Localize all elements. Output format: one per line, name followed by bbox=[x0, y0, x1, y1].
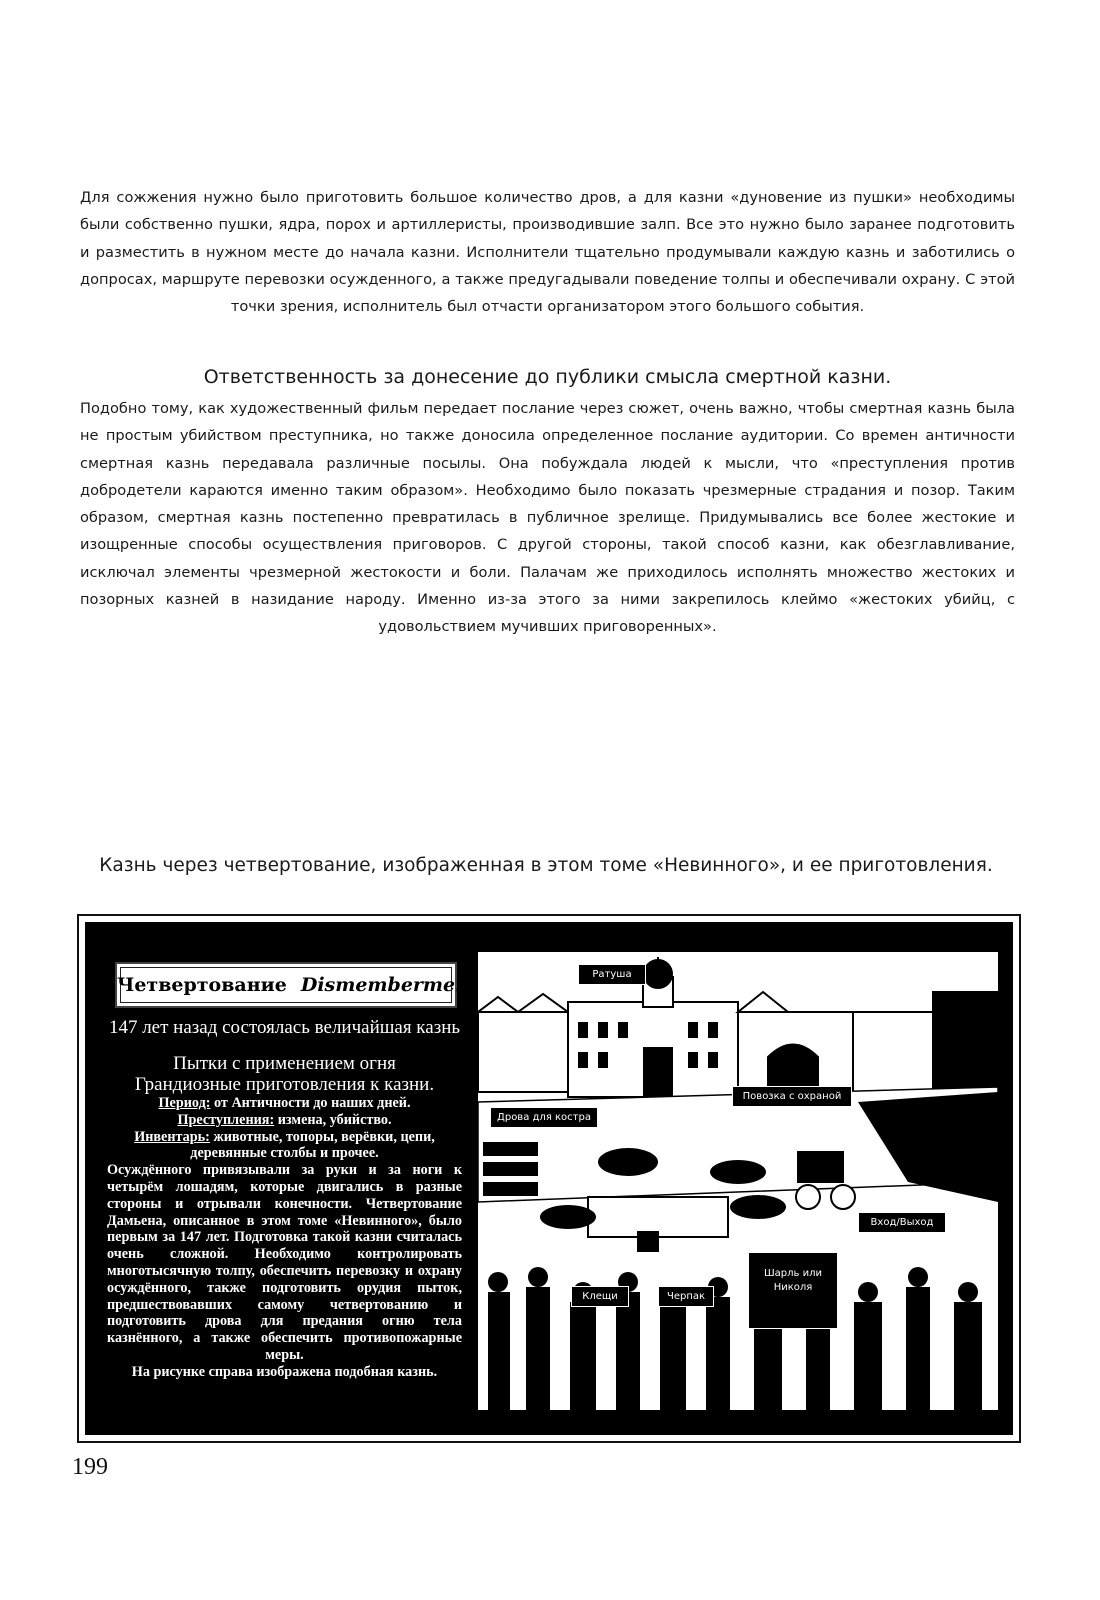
firewood-stacks bbox=[483, 1142, 538, 1196]
crimes-value: измена, убийство. bbox=[274, 1111, 392, 1128]
label-ladle: Черпак bbox=[658, 1286, 714, 1307]
panel-lead: 147 лет назад состоялась величайшая казнь bbox=[108, 1017, 461, 1038]
label-entrance: Вход/Выход bbox=[858, 1212, 946, 1233]
illustration-frame bbox=[77, 914, 1021, 1443]
period-value: от Античности до наших дней. bbox=[210, 1095, 411, 1111]
paragraph-responsibility: Подобно тому, как художественный фильм передает послание через сюжет, очень важно, чтобы смертная казнь была не простым убийством преступника, но также доносила определенное послание аудитории. Со времен античности смертная казнь передавала различные посылы. Она побуждала людей к мысли, что «преступления против добродетели караются именно таким образом». Необходимо было показать чрезмерные страдания и позор. Таким образом, смертная казнь постепенно превратилась в публичное зрелище. Придумывались все более жестокие и изощренные способы осуществления приговоров. С другой стороны, такой способ казни, как обезглавливание, исключал элементы чрезмерной жестокости и боли. Палачам же приходилось исполнять множество жестоких и позорных казней в назидание народу. Именно из-за этого за ними закрепилось клеймо «жестоких убийц, с удовольствием мучивших приговоренных». bbox=[80, 400, 1015, 636]
panel-description: Осуждённого привязывали за руки и за ноги к четырём лошадям, которые двигались в разные стороны и отрывали конечности. Четвертование Дамьена, описанное в этом томе «Невинного», было первым за 147 лет. Подготовка такой казни считалась очень сложной. Необходимо контролировать многотысячную толпу, обеспечить перевозку и охрану осуждённого, также подготовить орудия пыток, предшествовавших самому четвертованию и подготовить дрова для предания огню тела казнённого, а также обеспечить противопожарные меры. bbox=[107, 1162, 462, 1363]
paragraph-preparations: Для сожжения нужно было приготовить большое количество дров, а для казни «дуновение из пушки» необходимы были собственно пушки, ядра, порох и артиллеристы, производившие залп. Все это нужно было заранее подготовить и разместить в нужном месте до начала казни. Исполнители тщательно продумывали каждую казнь и заботились о допросах, маршруте перевозки осужденного, а также предугадывали поведение толпы и обеспечивали охрану. С этой точки зрения, исполнитель был отчасти организатором этого большого события. bbox=[80, 189, 1015, 316]
inventory-label: Инвентарь: bbox=[134, 1128, 210, 1145]
label-escort-cart: Повозка с охраной bbox=[732, 1086, 852, 1107]
title-en: Dismemberment bbox=[300, 974, 478, 996]
figure-caption: Казнь через четвертование, изображенная в этом томе «Невинного», и ее приготовления. bbox=[99, 855, 993, 876]
page-number: 199 bbox=[72, 1454, 108, 1480]
panel-title bbox=[115, 962, 478, 1008]
execution-scene-illustration bbox=[478, 952, 998, 1410]
inventory-value: животные, топоры, верёвки, цепи, деревянные столбы и прочее. bbox=[190, 1128, 435, 1162]
panel-sub1: Пытки с применением огня bbox=[173, 1053, 396, 1074]
section-heading: Ответственность за донесение до публики смысла смертной казни. bbox=[203, 366, 892, 388]
info-panel bbox=[85, 922, 1013, 1435]
panel-text bbox=[107, 1017, 462, 1381]
scene-drawing bbox=[478, 952, 998, 1410]
title-ru: Четвертование bbox=[117, 974, 287, 996]
label-firewood: Дрова для костра bbox=[490, 1107, 598, 1128]
crimes-label: Преступления: bbox=[177, 1111, 275, 1128]
period-label: Период: bbox=[158, 1095, 211, 1111]
panel-sub2: Грандиозные приготовления к казни. bbox=[134, 1074, 435, 1095]
label-town-hall: Ратуша bbox=[578, 964, 646, 985]
building-left bbox=[478, 994, 568, 1092]
label-pincers: Клещи bbox=[571, 1286, 629, 1307]
panel-last-line: На рисунке справа изображена подобная казнь. bbox=[131, 1363, 438, 1380]
crowd-foreground bbox=[478, 1252, 998, 1410]
label-executioner: Шарль или Николя bbox=[748, 1252, 838, 1329]
panel-body bbox=[107, 1095, 462, 1381]
